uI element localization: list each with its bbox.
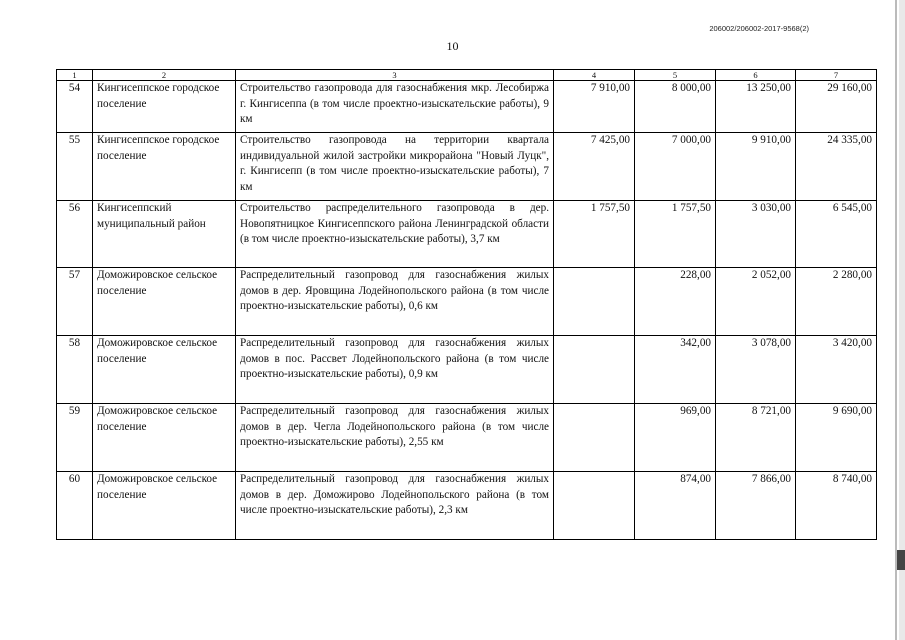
object-description: Строительство газопровода для газоснабжения мкр. Лесобиржа г. Кингисеппа (в том числе проектно-изыскательские работы), 9 км: [236, 81, 554, 133]
row-number: 57: [57, 268, 93, 336]
value-col-7: 6 545,00: [796, 201, 877, 268]
municipality-name: Кингисеппский муниципальный район: [93, 201, 236, 268]
value-col-5: 7 000,00: [635, 133, 716, 201]
object-description: Распределительный газопровод для газоснабжения жилых домов в пос. Рассвет Лодейнопольского района (в том числе проектно-изыскательские работы), 0,9 км: [236, 336, 554, 404]
table-row: [57, 404, 877, 472]
table-row: [57, 133, 877, 201]
value-col-7: 2 280,00: [796, 268, 877, 336]
value-col-7: 24 335,00: [796, 133, 877, 201]
scan-edge: [899, 0, 905, 640]
column-number: 4: [554, 70, 635, 81]
value-col-5: 1 757,50: [635, 201, 716, 268]
table-row: [57, 81, 877, 133]
document-id: 206002/206002-2017-9568(2): [709, 24, 809, 33]
value-col-4: [554, 472, 635, 540]
value-col-5: 969,00: [635, 404, 716, 472]
value-col-6: 2 052,00: [716, 268, 796, 336]
municipality-name: Кингисеппское городское поселение: [93, 133, 236, 201]
value-col-5: 228,00: [635, 268, 716, 336]
column-number: 6: [716, 70, 796, 81]
row-number: 59: [57, 404, 93, 472]
column-number: 1: [57, 70, 93, 81]
value-col-4: [554, 404, 635, 472]
value-col-6: 7 866,00: [716, 472, 796, 540]
municipality-name: Доможировское сельское поселение: [93, 404, 236, 472]
municipality-name: Доможировское сельское поселение: [93, 268, 236, 336]
object-description: Распределительный газопровод для газоснабжения жилых домов в дер. Чегла Лодейнопольского района (в том числе проектно-изыскательские работы), 2,55 км: [236, 404, 554, 472]
municipality-name: Доможировское сельское поселение: [93, 472, 236, 540]
table-row: [57, 472, 877, 540]
object-description: Распределительный газопровод для газоснабжения жилых домов в дер. Яровщина Лодейнопольского района (в том числе проектно-изыскательские работы), 0,6 км: [236, 268, 554, 336]
column-number-row: [57, 70, 877, 81]
value-col-7: 3 420,00: [796, 336, 877, 404]
value-col-6: 3 078,00: [716, 336, 796, 404]
value-col-6: 8 721,00: [716, 404, 796, 472]
column-number: 3: [236, 70, 554, 81]
value-col-7: 8 740,00: [796, 472, 877, 540]
object-description: Строительство газопровода на территории квартала индивидуальной жилой застройки микрорайона "Новый Луцк", г. Кингисепп (в том числе проектно-изыскательские работы), 7 км: [236, 133, 554, 201]
row-number: 55: [57, 133, 93, 201]
value-col-7: 9 690,00: [796, 404, 877, 472]
value-col-6: 3 030,00: [716, 201, 796, 268]
object-description: Строительство распределительного газопровода в дер. Новопятницкое Кингисеппского района Ленинградской области (в том числе проектно-изыскательские работы), 3,7 км: [236, 201, 554, 268]
value-col-6: 13 250,00: [716, 81, 796, 133]
value-col-4: 7 910,00: [554, 81, 635, 133]
value-col-5: 342,00: [635, 336, 716, 404]
value-col-4: 1 757,50: [554, 201, 635, 268]
column-number: 7: [796, 70, 877, 81]
objects-table: [56, 69, 877, 540]
row-number: 54: [57, 81, 93, 133]
value-col-5: 8 000,00: [635, 81, 716, 133]
value-col-4: [554, 268, 635, 336]
table-row: [57, 268, 877, 336]
column-number: 5: [635, 70, 716, 81]
scan-edge-line: [895, 0, 897, 640]
value-col-5: 874,00: [635, 472, 716, 540]
column-number: 2: [93, 70, 236, 81]
scan-edge-mark: [897, 550, 905, 570]
value-col-4: [554, 336, 635, 404]
row-number: 58: [57, 336, 93, 404]
table-row: [57, 201, 877, 268]
municipality-name: Доможировское сельское поселение: [93, 336, 236, 404]
row-number: 60: [57, 472, 93, 540]
value-col-6: 9 910,00: [716, 133, 796, 201]
row-number: 56: [57, 201, 93, 268]
page-number: 10: [446, 39, 459, 53]
municipality-name: Кингисеппское городское поселение: [93, 81, 236, 133]
value-col-7: 29 160,00: [796, 81, 877, 133]
object-description: Распределительный газопровод для газоснабжения жилых домов в дер. Доможирово Лодейнопольского района (в том числе проектно-изыскательские работы), 2,3 км: [236, 472, 554, 540]
value-col-4: 7 425,00: [554, 133, 635, 201]
table-row: [57, 336, 877, 404]
